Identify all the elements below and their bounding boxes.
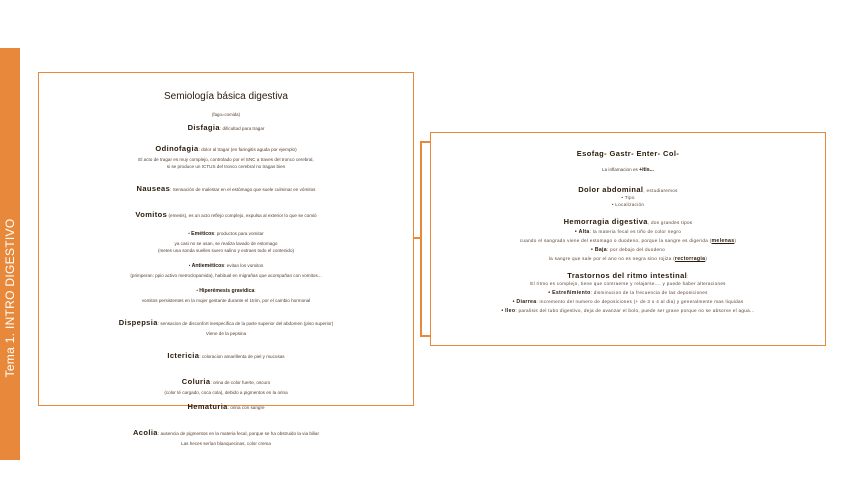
digestivo-terms-box (430, 132, 826, 346)
semiologia-box (38, 72, 414, 446)
vomitos-term: Vomitos (135, 210, 168, 219)
side-tab (0, 48, 20, 460)
ictericia-desc: : coloracion amarillenta de piel y mucosas (199, 354, 285, 359)
acolia-term: Acolia (132, 428, 158, 437)
odinofagia-line: El acto de tragar es muy complejo, controlado por el SNC a traves del tronco cerebral, (138, 157, 314, 162)
alta-desc: : la materia fecal es tiño de color negro (589, 229, 682, 234)
alta-term: • Alta (574, 229, 590, 235)
nauseas-desc: : Sensación de malestar en el estómago que suele culminar en vómitos (170, 187, 316, 192)
rectorragia-term: rectorragia (674, 256, 706, 262)
ritmo-line: El ritmo es complejo, tiene que contraerse y relajarse.... y puede haber alteraciones (530, 281, 726, 286)
ictericia-term: Ictericia (167, 351, 200, 360)
dolor-desc: , estudiaremos (643, 188, 678, 193)
ritmo-desc: : (687, 274, 689, 279)
hematuria-term: Hematuria (187, 402, 228, 411)
dispepsia-desc: : sensacion de disconfort inespecifica de la parte superior del abdomen (piso superior) (157, 321, 334, 326)
fago-note: (fago=comida) (211, 112, 241, 117)
hematuria-entry (39, 396, 413, 414)
dispepsia-line: Viene de la pepsina (205, 331, 247, 336)
disfagia-desc: : dificultad para tragar (219, 126, 265, 131)
dolor-bullet: • Tipo (621, 195, 635, 200)
ritmo-heading: Trastornos del ritmo intestinal (567, 271, 688, 280)
hemorragia-desc: , dos grandes tipos (647, 220, 693, 225)
eso-line: La inflamacion es (602, 167, 640, 172)
baja-line: la sangre que sale por el ano no es negra sino rojiza ( (548, 256, 675, 261)
acolia-entry (39, 422, 413, 447)
hiperemesis-desc: : (254, 288, 256, 293)
vomitos-line: vomitos persistentes en la mujer gestante durante el 1trim, por el cambio hormonal (141, 298, 311, 303)
odinofagia-desc: : dolor al tragar (en faringitis aguda por ejemplo) (198, 147, 297, 152)
odinofagia-line: si se produce un ICTUS del tronco cerebral no tragas bien (166, 164, 286, 169)
estrenimiento-term: • Estreñimiento (548, 290, 591, 296)
vomitos-line: (metes una sonda suelles suero salino y extraes todo el contenido) (157, 248, 295, 253)
baja-term: • Baja (590, 247, 607, 253)
ileo-desc: : paralisis del tubo digestivo, deja de avanzar el bolo, puede ser grave porque no se absorve el agua... (515, 308, 755, 313)
dolor-entry (431, 185, 825, 208)
vomitos-line: ya casi no se usan, se realiza lavado de estomago (174, 241, 278, 246)
odinofagia-entry (39, 138, 413, 170)
itis-term: +itis... (639, 167, 654, 173)
dispepsia-term: Dispepsia (118, 318, 158, 327)
emeticos-desc: : productos para vomitar (214, 231, 264, 236)
disfagia-entry (39, 117, 413, 135)
hemorragia-entry: Hemorragia digestiva, dos grandes tipos • Alta: la materia fecal es tiño de color negro cuando el sangrado viene del estomago o duodeno, porque la sangre es digerida (melenas) • Baja: por debajo del duodeno la sangre que sale por el ano no es negra sino rojiza (rectorragia) (519, 217, 737, 262)
diarrea-desc: : incremento del numero de deposiciones (+ de 3 o 4 al dia) y generalmente mas liquidas (536, 299, 744, 304)
connector-line (420, 141, 422, 336)
dolor-bullet: • Localización (611, 202, 645, 207)
connector-line (420, 335, 430, 337)
antiemeticos-term: Antieméticos (191, 263, 225, 269)
side-tab-label: Tema 1. INTRO DIGESTIVO (3, 218, 17, 378)
odinofagia-term: Odinofagia (155, 144, 199, 153)
dispepsia-entry (39, 312, 413, 337)
antiemeticos-desc: : evitan los vomitos (224, 263, 264, 268)
baja-desc: : por debajo del duodeno (606, 247, 666, 252)
vomitos-entry: Vomitos (emesis), es un acto reflejo complejo, expulsa al exterior lo que se comió • Eméticos: productos para vomitar ya casi no se usan, se realiza lavado de estomago (metes una sonda suelles suero salino y extraes todo el contenido) • Antieméticos: evitan los vomitos (primperan: ppio activo metroclopamida), habitual en migrañas que acompañan con vomitos... • Hiperémesis gravídica: vomitos persistentes en la mujer gestante durante el 1trim, por el cambio hormonal (39, 204, 413, 304)
coluria-term: Coluria (181, 377, 211, 386)
hiperemesis-term: Hiperémesis gravídica (199, 288, 255, 294)
connector-line (420, 141, 430, 143)
emeticos-term: Eméticos (191, 231, 215, 237)
ileo-term: • Ileo (501, 308, 516, 314)
hematuria-desc: : orina con sangre (227, 405, 265, 410)
melenas-term: melenas (711, 238, 735, 244)
acolia-line: Las heces serían blanquecinas, color crema (181, 441, 271, 446)
diarrea-term: • Diarrea (512, 299, 537, 305)
acolia-desc: : ausencia de pigmentos en la materia fecal, porque se ha obstruido la via biliar (157, 431, 320, 436)
estrenimiento-desc: : disminucion de la frecuencia de las deposiciones (590, 290, 708, 295)
hemorragia-heading: Hemorragia digestiva (563, 217, 648, 226)
coluria-entry (39, 371, 413, 396)
nauseas-term: Nauseas (136, 184, 171, 193)
eso-entry (431, 149, 825, 176)
nauseas-entry (39, 178, 413, 196)
ictericia-entry (39, 345, 413, 363)
vomitos-line: (primperan: ppio activo metroclopamida), habitual en migrañas que acompañan con vomitos... (130, 273, 322, 278)
ritmo-entry (431, 271, 825, 314)
vomitos-desc: (emesis), es un acto reflejo complejo, expulsa al exterior lo que se comió (167, 213, 317, 218)
alta-line: cuando el sangrado viene del estomago o duodeno, porque la sangre es digerida ( (519, 238, 712, 243)
dolor-heading: Dolor abdominal (578, 185, 644, 194)
coluria-line: (color té cargado, coca cola), debido a pigmentos en la orina (164, 390, 288, 395)
eso-heading: Esofag- Gastr- Enter- Col- (576, 149, 680, 158)
coluria-desc: : orina de color fuerte, oscuro (210, 380, 271, 385)
disfagia-term: Disfagia (187, 123, 220, 132)
box-title: Semiología básica digestiva (164, 91, 288, 102)
